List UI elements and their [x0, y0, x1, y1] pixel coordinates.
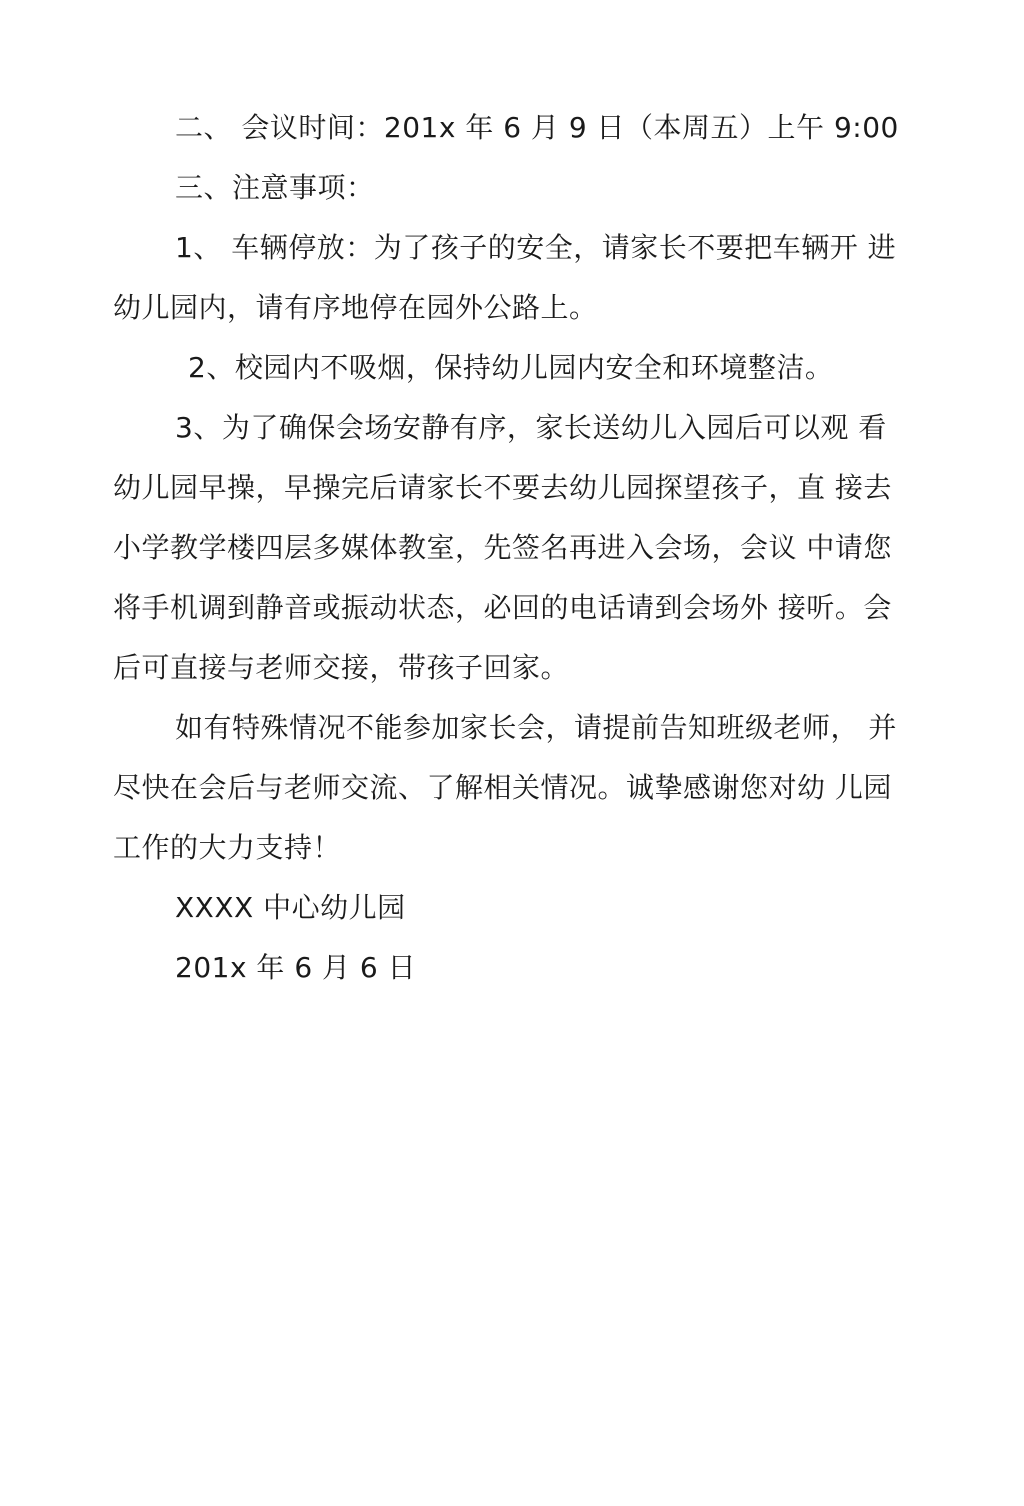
- closing-line1: 如有特殊情况不能参加家长会，请提前告知班级老师， 并: [175, 711, 897, 744]
- item3-line5: 后可直接与老师交接，带孩子回家。: [113, 651, 570, 684]
- item3-line1: 3、为了确保会场安静有序，家长送幼儿入园后可以观 看: [175, 411, 887, 444]
- item1-line2: 幼儿园内，请有序地停在园外公路上。: [113, 291, 598, 324]
- item3-line4: 将手机调到静音或振动状态，必回的电话请到会场外 接听。会: [113, 591, 892, 624]
- item1-line1: 1、 车辆停放：为了孩子的安全，请家长不要把车辆开 进: [175, 231, 897, 264]
- closing-line2: 尽快在会后与老师交流、了解相关情况。诚挚感谢您对幼 儿园: [113, 771, 892, 804]
- signature: XXXX 中心幼儿园: [175, 891, 406, 924]
- date: 201x 年 6 月 6 日: [175, 951, 417, 984]
- item3-line3: 小学教学楼四层多媒体教室，先签名再进入会场，会议 中请您: [113, 531, 892, 564]
- closing-line3: 工作的大力支持！: [113, 831, 342, 864]
- meeting-time-line: 二、 会议时间：201x 年 6 月 9 日（本周五）上午 9:00: [175, 111, 899, 144]
- notes-heading: 三、注意事项：: [175, 171, 375, 204]
- item2-line: 2、校园内不吸烟，保持幼儿园内安全和环境整洁。: [188, 351, 834, 384]
- item3-line2: 幼儿园早操，早操完后请家长不要去幼儿园探望孩子，直 接去: [113, 471, 892, 504]
